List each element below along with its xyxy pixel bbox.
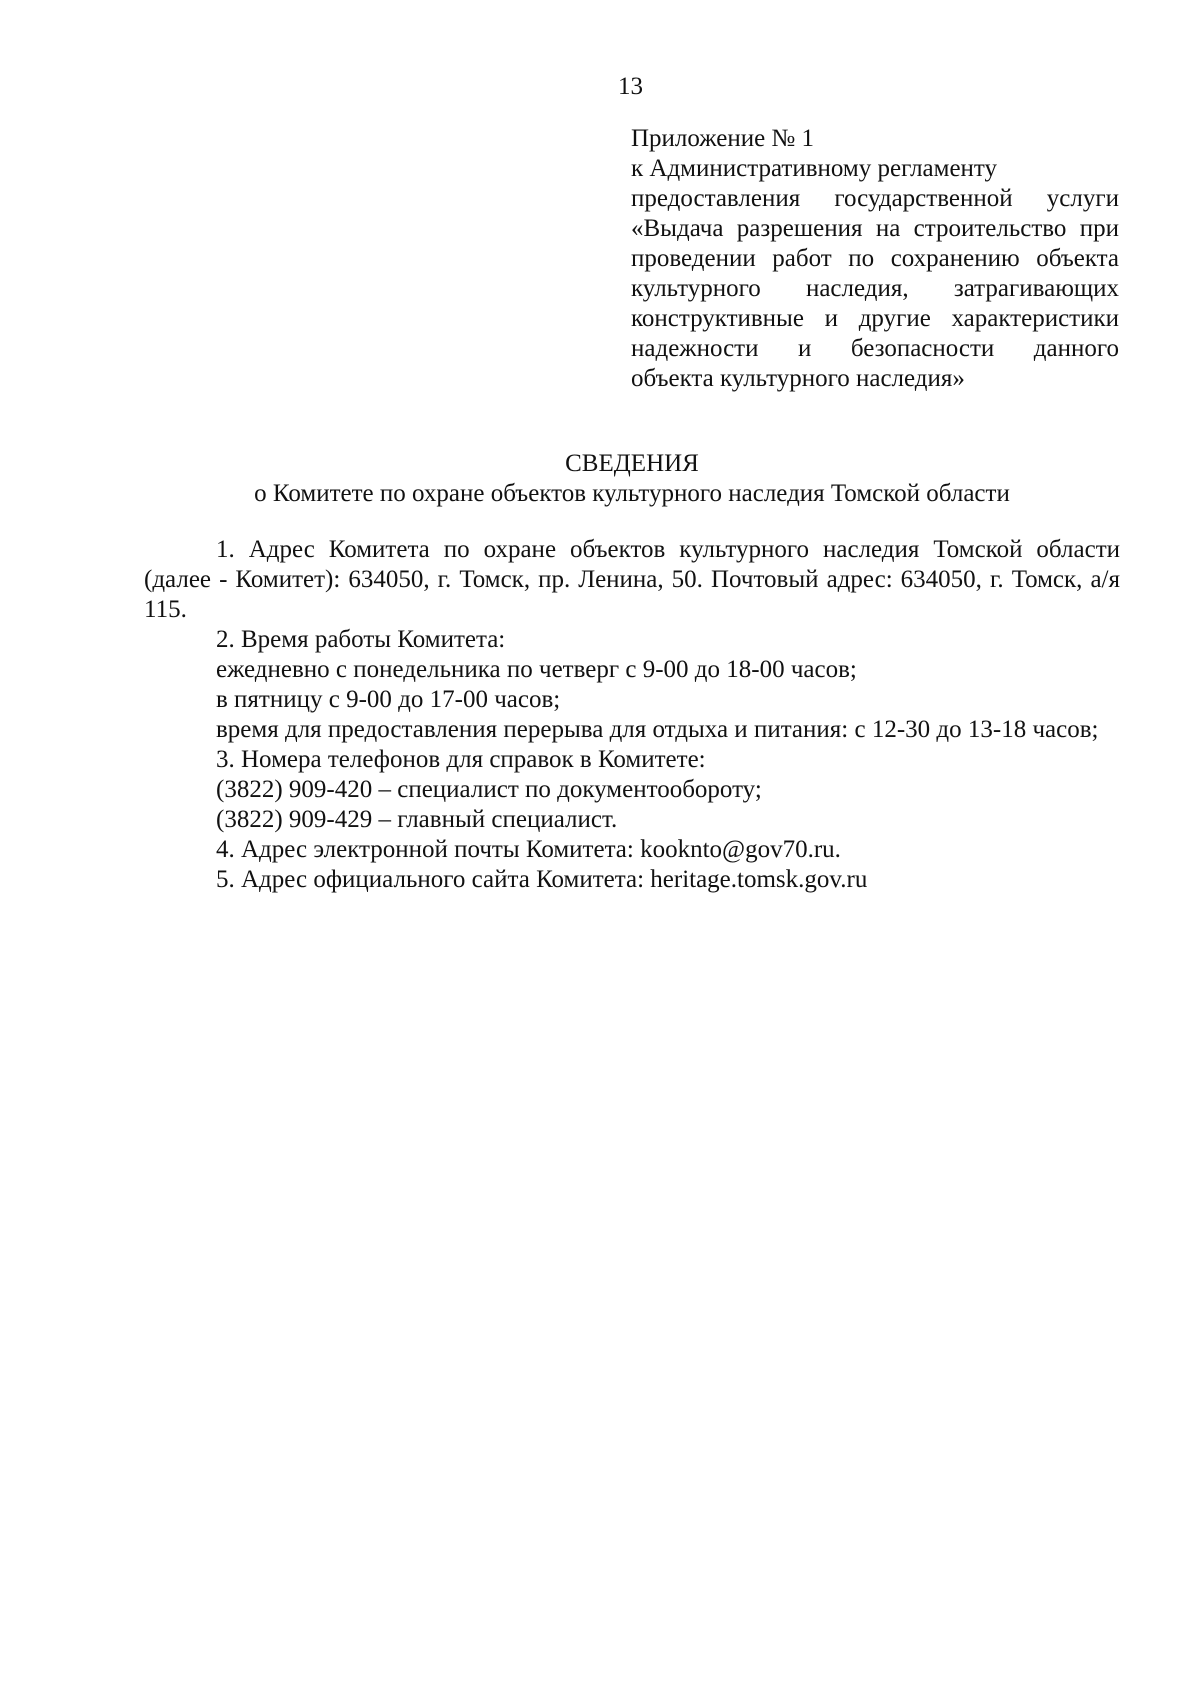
appendix-line: объекта культурного наследия»: [631, 365, 965, 392]
appendix-line: надежности и безопасности данного: [631, 335, 1119, 362]
paragraph-phone-2: (3822) 909-429 – главный специалист.: [216, 806, 618, 833]
appendix-line: конструктивные и другие характеристики: [631, 305, 1119, 332]
appendix-line: «Выдача разрешения на строительство при: [631, 215, 1119, 242]
appendix-header: [631, 124, 1119, 394]
appendix-line: к Административному регламенту: [631, 155, 998, 182]
page-number: 13: [618, 73, 643, 100]
paragraph-phone-1: (3822) 909-420 – специалист по документообороту;: [216, 776, 762, 803]
appendix-line: культурного наследия, затрагивающих: [631, 275, 1119, 302]
paragraph-mon-thu-hours: ежедневно с понедельника по четверг с 9-00 до 18-00 часов;: [216, 656, 857, 683]
paragraph-friday-hours: в пятницу с 9-00 до 17-00 часов;: [216, 686, 561, 713]
paragraph-phones-title: 3. Номера телефонов для справок в Комитете:: [216, 746, 706, 773]
heading-title: СВЕДЕНИЯ: [565, 450, 699, 477]
document-body: [144, 535, 1120, 895]
document-heading: [144, 449, 1120, 509]
paragraph-address: 1. Адрес Комитета по охране объектов культурного наследия Томской области (далее - Комитет): 634050, г. Томск, пр. Ленина, 50. Почтовый адрес: 634050, г. Томск, а/я 115.: [144, 536, 1120, 623]
appendix-line: предоставления государственной услуги: [631, 185, 1119, 212]
heading-subtitle: о Комитете по охране объектов культурного наследия Томской области: [254, 480, 1010, 507]
paragraph-break-time: время для предоставления перерыва для отдыха и питания: с 12-30 до 13-18 часов;: [216, 716, 1099, 743]
appendix-line: проведении работ по сохранению объекта: [631, 245, 1119, 272]
appendix-line: Приложение № 1: [631, 125, 815, 152]
paragraph-website: 5. Адрес официального сайта Комитета: heritage.tomsk.gov.ru: [216, 866, 868, 893]
paragraph-work-hours-title: 2. Время работы Комитета:: [216, 626, 506, 653]
paragraph-email: 4. Адрес электронной почты Комитета: kooknto@gov70.ru.: [216, 836, 841, 863]
